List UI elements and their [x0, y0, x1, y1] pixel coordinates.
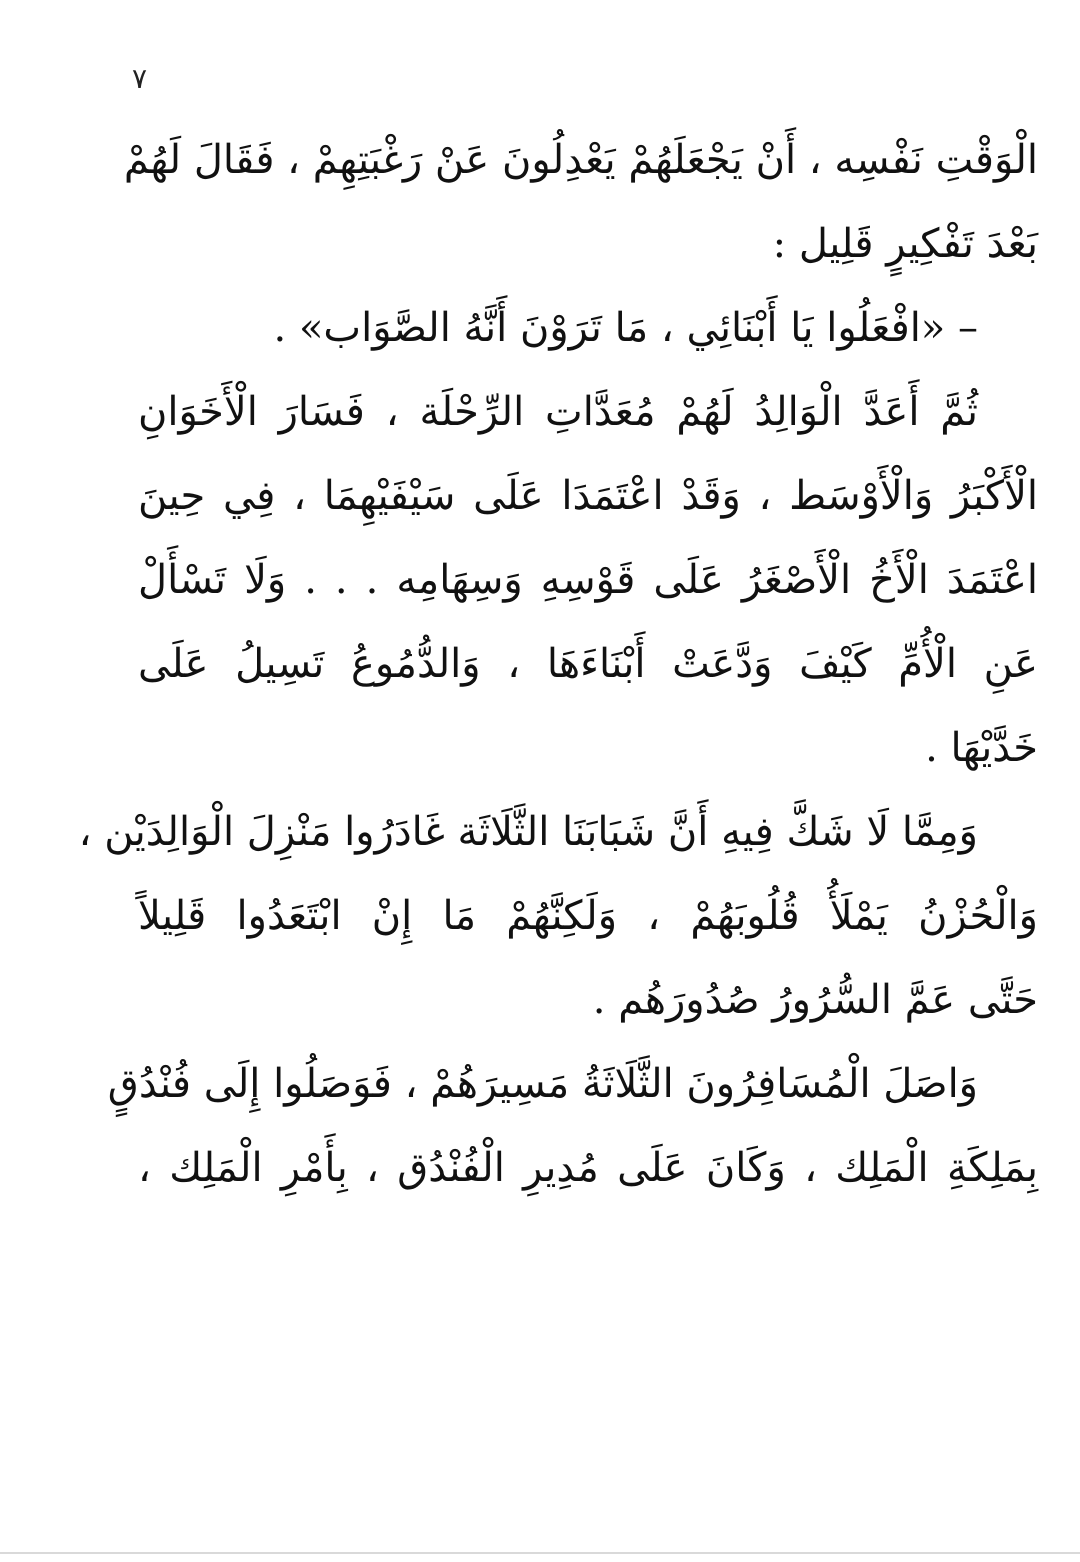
text-line-13: بِمَلِكَةِ الْمَلِك ، وَكَانَ عَلَى مُدِيرِ الْفُنْدُق ، بِأَمْرِ الْمَلِك ، [138, 1145, 1038, 1191]
bottom-edge-rule [0, 1552, 1080, 1554]
text-line-9: وَمِمَّا لَا شَكَّ فِيهِ أَنَّ شَبَابَنَا الثَّلَاثَة غَادَرُوا مَنْزِلَ الْوَالِدَيْن ، [78, 809, 978, 855]
text-line-4: ثُمَّ أَعَدَّ الْوَالِدُ لَهُمْ مُعَدَّاتِ الرِّحْلَة ، فَسَارَ الْأَخَوَانِ [138, 389, 978, 435]
text-line-2: بَعْدَ تَفْكِيرٍ قَلِيل : [772, 221, 1038, 267]
text-line-10: وَالْحُزْنُ يَمْلَأُ قُلُوبَهُمْ ، وَلَكِنَّهُمْ مَا إِنْ ابْتَعَدُوا قَلِيلاً [138, 893, 1038, 939]
text-line-3: – «افْعَلُوا يَا أَبْنَائِي ، مَا تَرَوْنَ أَنَّهُ الصَّوَاب» . [273, 305, 978, 351]
text-line-5: الْأَكْبَرُ وَالْأَوْسَط ، وَقَدْ اعْتَمَدَا عَلَى سَيْفَيْهِمَا ، فِي حِينَ [138, 473, 1038, 519]
text-line-8: خَدَّيْهَا . [925, 725, 1038, 771]
text-line-1: الْوَقْتِ نَفْسِه ، أَنْ يَجْعَلَهُمْ يَعْدِلُونَ عَنْ رَغْبَتِهِمْ ، فَقَالَ لَهُمْ [123, 137, 1038, 183]
text-line-11: حَتَّى عَمَّ السُّرُورُ صُدُورَهُم . [592, 977, 1038, 1023]
text-line-7: عَنِ الْأُمِّ كَيْفَ وَدَّعَتْ أَبْنَاءَهَا ، وَالدُّمُوعُ تَسِيلُ عَلَى [138, 641, 1038, 687]
text-line-12: وَاصَلَ الْمُسَافِرُونَ الثَّلَاثَةُ مَسِيرَهُمْ ، فَوَصَلُوا إِلَى فُنْدُقٍ [107, 1061, 978, 1107]
page-number: ٧ [132, 62, 148, 95]
text-line-6: اعْتَمَدَ الْأَخُ الْأَصْغَرُ عَلَى قَوْسِهِ وَسِهَامِه . . . وَلَا تَسْأَلْ [138, 557, 1038, 603]
body-text [78, 118, 1038, 1210]
